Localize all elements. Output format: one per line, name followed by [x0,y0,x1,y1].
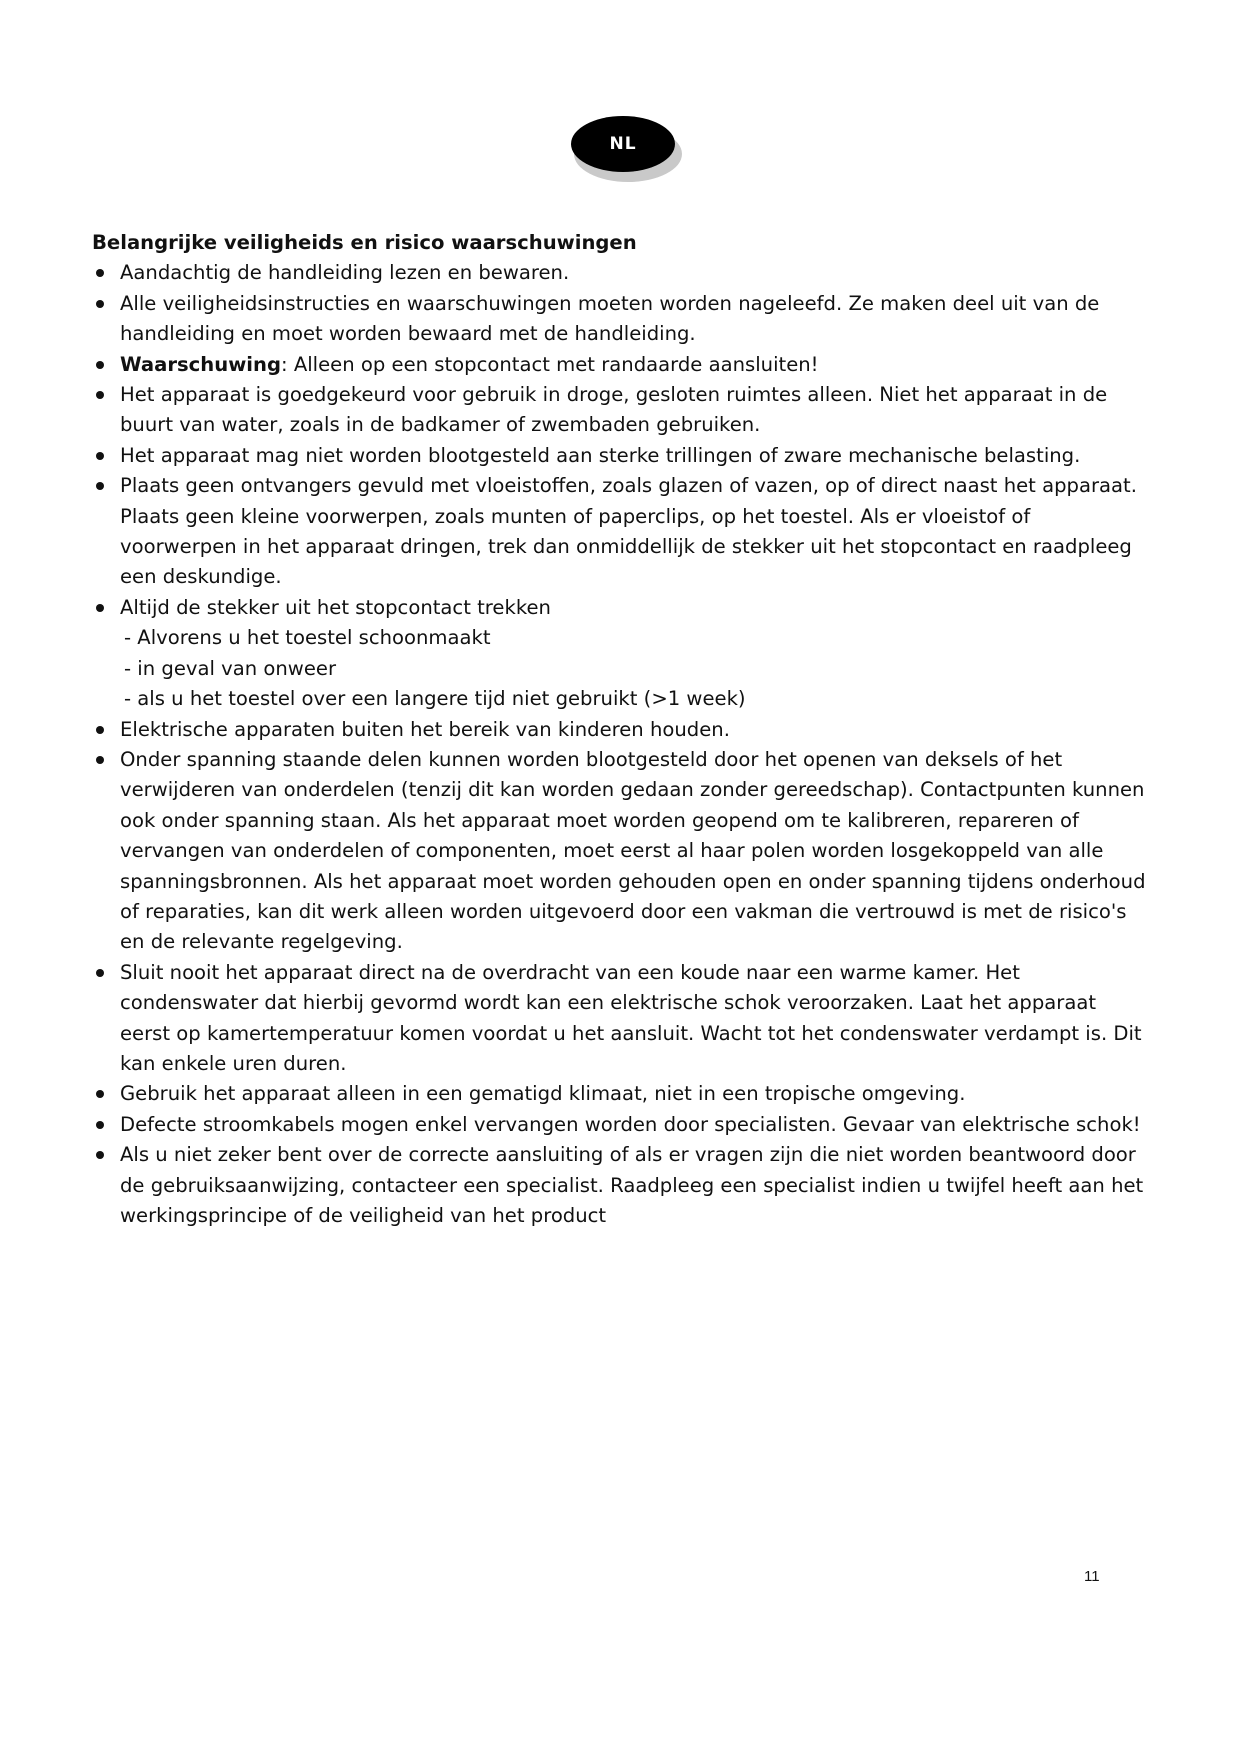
bullet-dot-icon [96,391,104,399]
bullet-text: Elektrische apparaten buiten het bereik van kinderen houden. [120,717,730,741]
bullet-dot-icon [96,1151,104,1159]
bullet-text: Alle veiligheidsinstructies en waarschuwingen moeten worden nageleefd. Ze maken deel uit van de handleiding en moet worden bewaard met de handleiding. [120,291,1100,346]
bullet-dot-icon [96,1121,104,1129]
safety-bullet-list [92,258,1152,1231]
bullet-text: Altijd de stekker uit het stopcontact trekken [120,595,551,619]
safety-section [92,228,1152,1231]
bullet-item [92,350,1152,380]
page-number: 11 [1084,1568,1100,1585]
bullet-text: Onder spanning staande delen kunnen worden blootgesteld door het openen van deksels of het verwijderen van onderdelen (tenzij dit kan worden gedaan zonder gereedschap). Contactpunten kunnen ook onder spanning staan. Als het apparaat moet worden geopend om te kalibreren, repareren of vervangen van onderdelen of componenten, moet eerst al haar polen worden losgekoppeld van alle spanningsbronnen. Als het apparaat moet worden gehouden open en onder spanning tijdens onderhoud of reparaties, kan dit werk alleen worden uitgevoerd door een vakman die vertrouwd is met de risico's en de relevante regelgeving. [120,747,1146,954]
bullet-text: : Alleen op een stopcontact met randaarde aansluiten! [281,352,819,376]
bullet-item [92,258,1152,288]
bullet-item [92,745,1152,958]
bullet-item [92,1140,1152,1231]
section-heading: Belangrijke veiligheids en risico waarschuwingen [92,231,637,254]
bullet-item [92,1110,1152,1140]
bullet-text: Plaats geen ontvangers gevuld met vloeistoffen, zoals glazen of vazen, op of direct naast het apparaat. Plaats geen kleine voorwerpen, zoals munten of paperclips, op het toestel. Als er vloeistof of voorwerpen in het apparaat dringen, trek dan onmiddellijk de stekker uit het stopcontact en raadpleeg een deskundige. [120,474,1137,589]
bullet-dot-icon [96,361,104,369]
sub-item: - in geval van onweer [124,656,337,680]
bullet-text: Sluit nooit het apparaat direct na de overdracht van een koude naar een warme kamer. Het condenswater dat hierbij gevormd wordt kan een elektrische schok veroorzaken. Laat het apparaat eerst op kamertemperatuur komen voordat u het aansluit. Wacht tot het condenswater verdampt is. Dit kan enkele uren duren. [120,960,1142,1075]
bullet-dot-icon [96,969,104,977]
bullet-dot-icon [96,482,104,490]
language-badge-label: NL [571,116,675,172]
sub-item: - Alvorens u het toestel schoonmaakt [124,626,491,650]
bullet-item [92,380,1152,441]
bullet-text: Het apparaat mag niet worden blootgesteld aan sterke trillingen of zware mechanische belasting. [120,443,1081,467]
bullet-dot-icon [96,756,104,764]
bullet-item [92,471,1152,593]
bullet-dot-icon [96,726,104,734]
bullet-dot-icon [96,269,104,277]
sub-item: - als u het toestel over een langere tijd niet gebruikt (>1 week) [124,687,746,711]
bullet-item [92,441,1152,471]
bullet-text: Defecte stroomkabels mogen enkel vervangen worden door specialisten. Gevaar van elektrische schok! [120,1112,1141,1136]
bullet-dot-icon [96,1090,104,1098]
bullet-item [92,593,1152,715]
warning-label: Waarschuwing [120,352,281,376]
bullet-dot-icon [96,604,104,612]
unplug-conditions-list [120,623,1152,714]
bullet-item [92,289,1152,350]
bullet-text: Aandachtig de handleiding lezen en bewaren. [120,261,570,285]
bullet-dot-icon [96,300,104,308]
bullet-dot-icon [96,452,104,460]
bullet-text: Het apparaat is goedgekeurd voor gebruik in droge, gesloten ruimtes alleen. Niet het apparaat in de buurt van water, zoals in de badkamer of zwembaden gebruiken. [120,383,1108,437]
bullet-item [92,958,1152,1080]
bullet-item [92,1079,1152,1109]
bullet-text: Gebruik het apparaat alleen in een gematigd klimaat, niet in een tropische omgeving. [120,1082,966,1106]
language-badge [571,116,683,186]
bullet-text: Als u niet zeker bent over de correcte aansluiting of als er vragen zijn die niet worden beantwoord door de gebruiksaanwijzing, contacteer een specialist. Raadpleeg een specialist indien u twijfel heeft aan het werkingsprincipe of de veiligheid van het product [120,1143,1144,1227]
bullet-item [92,715,1152,745]
